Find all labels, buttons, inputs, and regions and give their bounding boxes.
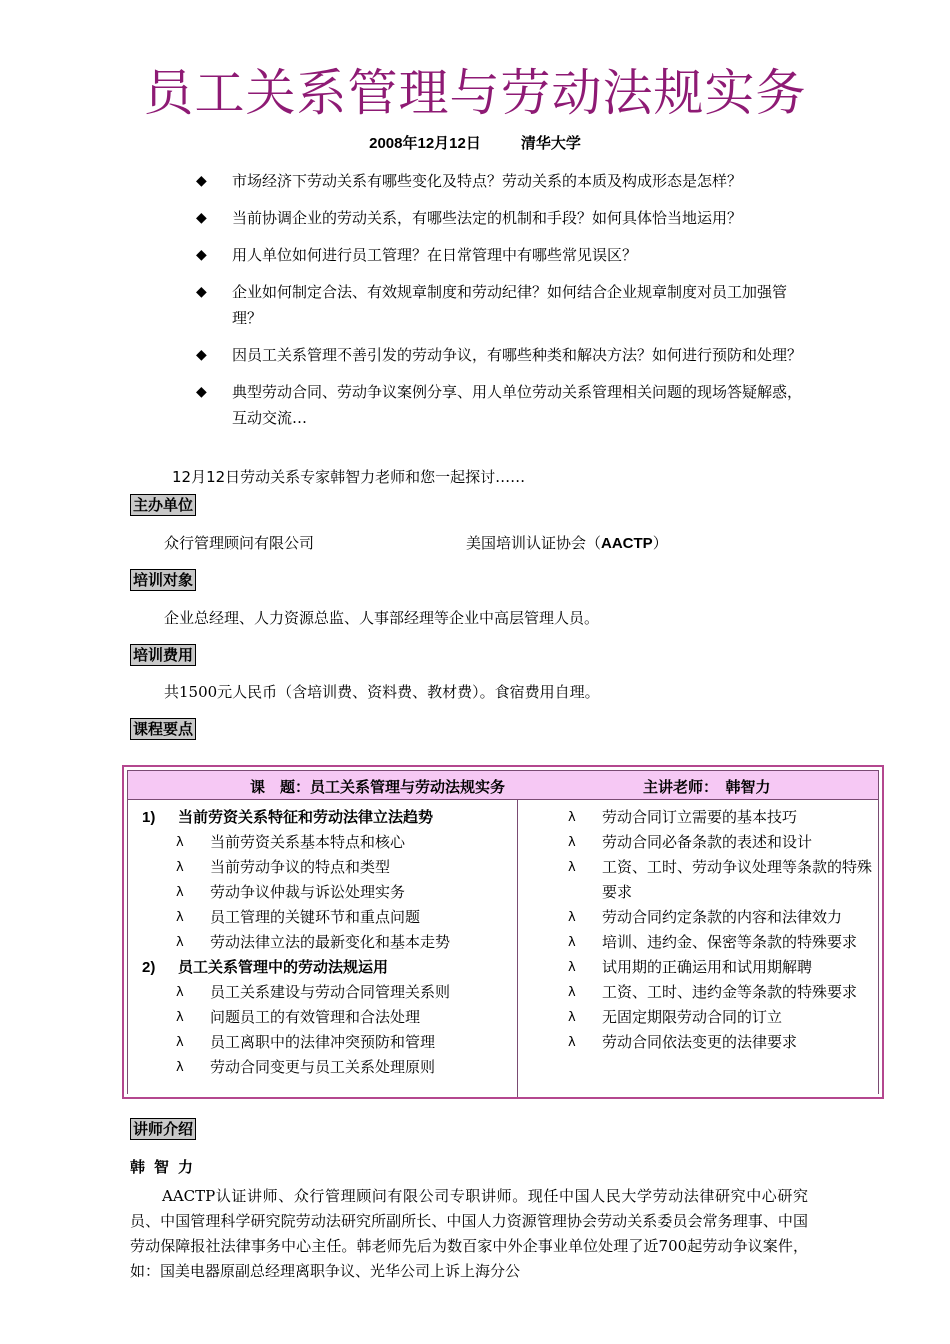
- lambda-bullet-icon: λ: [568, 960, 576, 975]
- diamond-bullet-icon: ◆: [196, 347, 207, 363]
- course-left-column: [124, 805, 516, 1080]
- section-tag-fee: 培训费用: [130, 644, 196, 666]
- lambda-bullet-icon: λ: [568, 910, 576, 925]
- lambda-bullet-icon: λ: [568, 835, 576, 850]
- question-list: [196, 168, 806, 431]
- lambda-bullet-icon: λ: [568, 985, 576, 1000]
- list-item: λ 劳动合同依法变更的法律要求: [518, 1030, 882, 1055]
- list-item: ◆ 用人单位如何进行员工管理？在日常管理中有哪些常见误区？: [196, 242, 806, 268]
- diamond-bullet-icon: ◆: [196, 210, 207, 226]
- list-item: λ 工资、工时、劳动争议处理等条款的特殊要求: [518, 855, 882, 905]
- section-tag-audience: 培训对象: [130, 569, 196, 591]
- course-section-heading: 1) 当前劳资关系特征和劳动法律立法趋势: [142, 808, 434, 826]
- course-table-header: [127, 770, 879, 800]
- list-item: ◆ 市场经济下劳动关系有哪些变化及特点？劳动关系的本质及构成形态是怎样？: [196, 168, 806, 194]
- course-topic-header: 课 题：员工关系管理与劳动法规实务: [250, 778, 506, 796]
- lecturer-name: 韩智力: [130, 1158, 203, 1176]
- course-section-heading: 2) 员工关系管理中的劳动法规运用: [142, 958, 389, 976]
- list-item: λ 劳动合同必备条款的表述和设计: [518, 830, 882, 855]
- list-item: λ 当前劳动争议的特点和类型: [124, 855, 516, 880]
- list-item: λ 员工离职中的法律冲突预防和管理: [124, 1030, 516, 1055]
- fee-text: 共1500元人民币（含培训费、资料费、教材费）。食宿费用自理。: [164, 683, 600, 701]
- list-item: ◆ 企业如何制定合法、有效规章制度和劳动纪律？如何结合企业规章制度对员工加强管理？: [196, 279, 806, 331]
- event-venue: 清华大学: [520, 135, 581, 152]
- lambda-bullet-icon: λ: [568, 935, 576, 950]
- event-date: 2008年12月12日: [369, 135, 481, 152]
- section-tag-organizer: 主办单位: [130, 494, 196, 516]
- diamond-bullet-icon: ◆: [196, 384, 207, 400]
- list-item: λ 无固定期限劳动合同的订立: [518, 1005, 882, 1030]
- lambda-bullet-icon: λ: [568, 810, 576, 825]
- audience-text: 企业总经理、人力资源总监、人事部经理等企业中高层管理人员。: [164, 609, 600, 627]
- lambda-bullet-icon: λ: [176, 860, 184, 875]
- diamond-bullet-icon: ◆: [196, 173, 207, 189]
- lambda-bullet-icon: λ: [568, 1035, 576, 1050]
- date-venue-line: [0, 132, 950, 153]
- lambda-bullet-icon: λ: [176, 835, 184, 850]
- lambda-bullet-icon: λ: [568, 860, 576, 875]
- lambda-bullet-icon: λ: [176, 985, 184, 1000]
- course-table: [122, 765, 884, 1099]
- course-teacher-header: 主讲老师： 韩智力: [643, 778, 771, 796]
- section-tag-lecturer: 讲师介绍: [130, 1118, 196, 1140]
- course-right-column: [518, 805, 882, 1055]
- lambda-bullet-icon: λ: [176, 910, 184, 925]
- page-title: 员工关系管理与劳动法规实务: [143, 64, 807, 122]
- list-item: ◆ 当前协调企业的劳动关系，有哪些法定的机制和手段？如何具体恰当地运用？: [196, 205, 806, 231]
- section-tag-course: 课程要点: [130, 718, 196, 740]
- list-item: λ 劳动合同约定条款的内容和法律效力: [518, 905, 882, 930]
- organizer-2: 美国培训认证协会（AACTP）: [466, 534, 668, 552]
- lambda-bullet-icon: λ: [176, 885, 184, 900]
- diamond-bullet-icon: ◆: [196, 284, 207, 300]
- diamond-bullet-icon: ◆: [196, 247, 207, 263]
- list-item: ◆ 因员工关系管理不善引发的劳动争议，有哪些种类和解决方法？如何进行预防和处理？: [196, 342, 806, 368]
- list-item: λ 试用期的正确运用和试用期解聘: [518, 955, 882, 980]
- list-item: λ 工资、工时、违约金等条款的特殊要求: [518, 980, 882, 1005]
- organizer-1: 众行管理顾问有限公司: [164, 534, 315, 552]
- list-item: λ 当前劳资关系基本特点和核心: [124, 830, 516, 855]
- lambda-bullet-icon: λ: [176, 935, 184, 950]
- list-item: λ 培训、违约金、保密等条款的特殊要求: [518, 930, 882, 955]
- list-item: λ 问题员工的有效管理和合法处理: [124, 1005, 516, 1030]
- list-item: ◆ 典型劳动合同、劳动争议案例分享、用人单位劳动关系管理相关问题的现场答疑解惑，互动交流…: [196, 379, 806, 431]
- list-item: λ 劳动争议仲裁与诉讼处理实务: [124, 880, 516, 905]
- list-item: λ 劳动合同变更与员工关系处理原则: [124, 1055, 516, 1080]
- lambda-bullet-icon: λ: [568, 1010, 576, 1025]
- list-item: λ 员工关系建设与劳动合同管理关系则: [124, 980, 516, 1005]
- lecturer-bio: AACTP认证讲师、众行管理顾问有限公司专职讲师。现任中国人民大学劳动法律研究中心研究员、中国管理科学研究院劳动法研究所副所长、中国人力资源管理协会劳动关系委员会常务理事、中国劳动保障报社法律事务中心主任。韩老师先后为数百家中外企事业单位处理了近700起劳动争议案件，如：国美电器原副总经理离职争议、光华公司上诉上海分公: [130, 1187, 808, 1280]
- list-item: λ 劳动法律立法的最新变化和基本走势: [124, 930, 516, 955]
- lambda-bullet-icon: λ: [176, 1060, 184, 1075]
- invitation-line: 12月12日劳动关系专家韩智力老师和您一起探讨……: [172, 468, 526, 486]
- lambda-bullet-icon: λ: [176, 1035, 184, 1050]
- list-item: λ 劳动合同订立需要的基本技巧: [518, 805, 882, 830]
- list-item: λ 员工管理的关键环节和重点问题: [124, 905, 516, 930]
- lambda-bullet-icon: λ: [176, 1010, 184, 1025]
